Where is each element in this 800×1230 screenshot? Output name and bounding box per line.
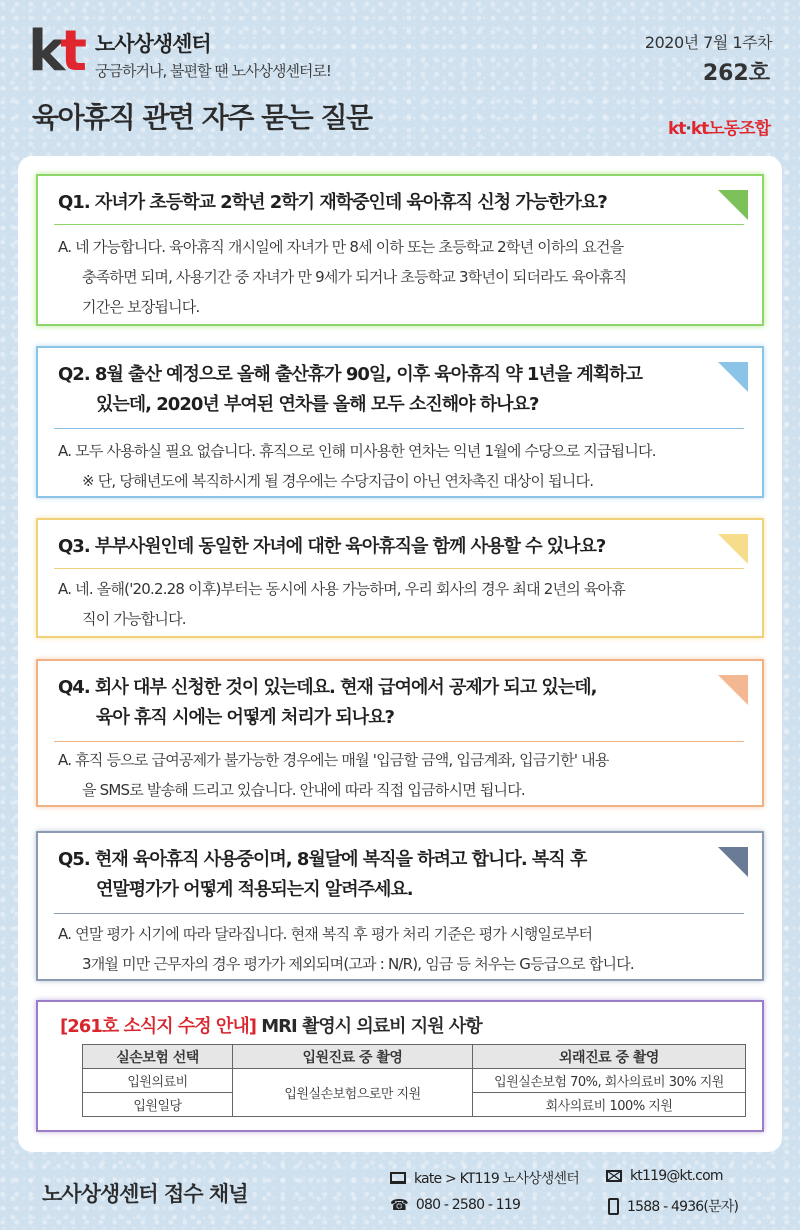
corner-triangle-icon — [718, 190, 748, 220]
question-line: 연말평가가 어떻게 적용되는지 알려주세요. — [96, 879, 413, 900]
mail-icon — [606, 1170, 622, 1182]
answer-line: A. 네 가능합니다. 육아휴직 개시일에 자녀가 만 8세 이하 또는 초등학교 2학년 이하의 요건을 — [58, 238, 624, 256]
answer-line: 3개월 미만 근무자의 경우 평가가 제외되며(고과 : N/R), 임금 등 처우는 G등급으로 합니다. — [82, 955, 634, 973]
faq-question — [58, 360, 722, 420]
faq-question — [58, 673, 722, 733]
answer-line: A. 연말 평가 시기에 따라 달라집니다. 현재 복직 후 평가 처리 기준은 평가 시행일로부터 — [58, 925, 593, 943]
phone-icon: ☎ — [390, 1196, 408, 1214]
union-logo: kt·kt노동조합 — [667, 119, 770, 139]
answer-line: A. 휴직 등으로 급여공제가 불가능한 경우에는 매월 '입금할 금액, 입금계좌, 입금기한' 내용 — [58, 751, 609, 769]
faq-item-1 — [36, 174, 764, 326]
center-name: 노사상생센터 — [95, 32, 211, 56]
page-title: 육아휴직 관련 자주 묻는 질문 — [32, 101, 372, 134]
faq-answer — [58, 919, 746, 979]
mobile-phone-icon — [608, 1198, 619, 1215]
table-cell: 입원일당 — [83, 1093, 233, 1117]
question-line: 육아 휴직 시에는 어떻게 처리가 되나요? — [96, 707, 394, 728]
mri-notice — [36, 1000, 764, 1132]
monitor-icon — [390, 1172, 406, 1184]
divider — [54, 741, 744, 742]
channel-web-text: kate > KT119 노사상생센터 — [414, 1171, 579, 1187]
table-row — [83, 1069, 746, 1093]
corner-triangle-icon — [718, 534, 748, 564]
question-line: 있는데, 2020년 부여된 연차를 올해 모두 소진해야 하나요? — [96, 394, 539, 415]
faq-question — [58, 845, 722, 905]
mri-support-table — [82, 1044, 746, 1117]
corner-triangle-icon — [718, 362, 748, 392]
divider — [54, 913, 744, 914]
table-cell: 입원실손보험 70%, 회사의료비 30% 지원 — [473, 1069, 746, 1093]
divider — [54, 224, 744, 225]
channel-email[interactable] — [606, 1168, 723, 1184]
table-header: 입원진료 중 촬영 — [233, 1045, 473, 1069]
table-cell: 회사의료비 100% 지원 — [473, 1093, 746, 1117]
kt-logo: kt — [28, 19, 83, 84]
answer-line: 직이 가능합니다. — [82, 610, 186, 628]
footer-title: 노사상생센터 접수 채널 — [42, 1182, 248, 1206]
faq-answer — [58, 436, 746, 496]
divider — [54, 568, 744, 569]
faq-item-5 — [36, 831, 764, 981]
channel-mobile-text: 1588 - 4936(문자) — [627, 1199, 739, 1215]
channel-email-text[interactable]: kt119@kt.com — [630, 1168, 723, 1184]
notice-title-highlight: [261호 소식지 수정 안내] — [60, 1016, 256, 1037]
question-line: Q5. 현재 육아휴직 사용중이며, 8월달에 복직을 하려고 합니다. 복직 후 — [58, 849, 587, 870]
channel-web — [390, 1168, 579, 1188]
channel-phone-text: 080 - 2580 - 119 — [415, 1197, 521, 1213]
answer-line: ※ 단, 당해년도에 복직하시게 될 경우에는 수당지급이 아닌 연차촉진 대상이 됩니다. — [82, 472, 594, 490]
faq-answer — [58, 232, 746, 322]
answer-line: A. 모두 사용하실 필요 없습니다. 휴직으로 인해 미사용한 연차는 익년 1월에 수당으로 지급됩니다. — [58, 442, 656, 460]
table-header-row — [83, 1045, 746, 1069]
question-line: Q4. 회사 대부 신청한 것이 있는데요. 현재 급여에서 공제가 되고 있는데, — [58, 677, 597, 698]
notice-title — [60, 1012, 482, 1038]
newsletter-header — [0, 0, 800, 150]
question-line: Q2. 8월 출산 예정으로 올해 출산휴가 90일, 이후 육아휴직 약 1년을 계획하고 — [58, 364, 643, 385]
corner-triangle-icon — [718, 847, 748, 877]
issue-number: 262호 — [702, 61, 770, 86]
faq-panel — [18, 156, 782, 1152]
footer — [0, 1160, 800, 1230]
table-cell: 입원의료비 — [83, 1069, 233, 1093]
tagline: 궁금하거나, 불편할 땐 노사상생센터로! — [95, 62, 331, 80]
answer-line: 을 SMS로 발송해 드리고 있습니다. 안내에 따라 직접 입금하시면 됩니다. — [82, 781, 525, 799]
answer-line: 기간은 보장됩니다. — [82, 298, 200, 316]
answer-line: A. 네. 올해('20.2.28 이후)부터는 동시에 사용 가능하며, 우리 회사의 경우 최대 2년의 육아휴 — [58, 580, 625, 598]
faq-question: Q1. 자녀가 초등학교 2학년 2학기 재학중인데 육아휴직 신청 가능한가요? — [58, 192, 607, 213]
channel-mobile — [608, 1196, 738, 1216]
faq-question: Q3. 부부사원인데 동일한 자녀에 대한 육아휴직을 함께 사용할 수 있나요? — [58, 536, 606, 557]
faq-item-3 — [36, 518, 764, 638]
answer-line: 충족하면 되며, 사용기간 중 자녀가 만 9세가 되거나 초등학교 3학년이 되더라도 육아휴직 — [82, 268, 627, 286]
corner-triangle-icon — [718, 675, 748, 705]
table-cell: 입원실손보험으로만 지원 — [233, 1069, 473, 1117]
divider — [54, 428, 744, 429]
channel-phone — [390, 1196, 520, 1214]
faq-answer — [58, 745, 746, 805]
table-header: 외래진료 중 촬영 — [473, 1045, 746, 1069]
faq-answer — [58, 574, 746, 634]
faq-item-4 — [36, 659, 764, 807]
faq-item-2 — [36, 346, 764, 498]
table-header: 실손보험 선택 — [83, 1045, 233, 1069]
notice-title-text: MRI 촬영시 의료비 지원 사항 — [255, 1016, 482, 1037]
issue-date: 2020년 7월 1주차 — [644, 33, 772, 52]
